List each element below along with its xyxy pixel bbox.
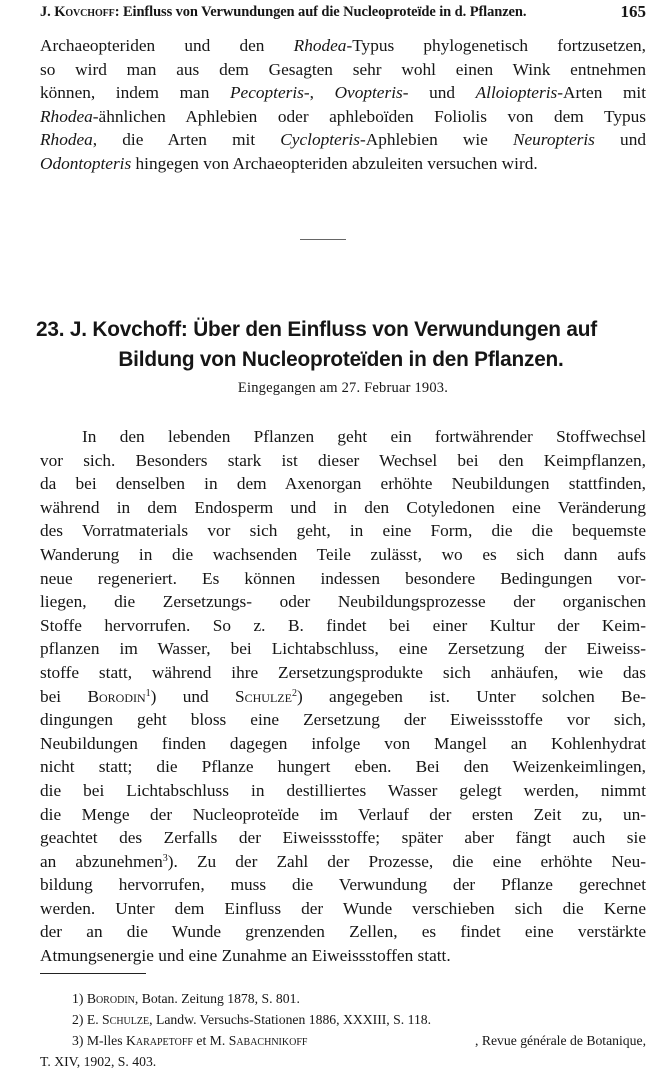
text-line: können, indem man Pecopteris-, Ovopteris- und Alloiopteris-Arten mit — [40, 83, 646, 103]
text-line: Odontopteris hingegen von Archaeopteriden abzuleiten versuchen wird. — [40, 153, 538, 173]
article-title: 23. J. Kovchoff: Über den Einfluss von Verwundungen auf — [36, 318, 597, 341]
text-line: da bei denselben in dem Axenorgan erhöhte Neubildungen stattfinden, — [40, 474, 646, 494]
text-line: Rhodea-ähnlichen Aphlebien oder aphleboïden Foliolis von dem Typus — [40, 106, 646, 126]
text-line: vor sich. Besonders stark ist dieser Wechsel bei den Keimpflanzen, — [40, 450, 646, 470]
text-line: an abzunehmen$^3$). Zu der Zahl der Prozesse, die eine erhöhte Neu- — [40, 851, 646, 871]
text-line: geachtet des Zerfalls der Eiweissstoffe; später aber fängt auch sie — [40, 828, 646, 848]
running-head-title: J. Kovchoff: Einfluss von Verwundungen auf die Nucleoproteïde in d. Pflanzen. — [40, 4, 527, 20]
text-line: stoffe statt, während ihre Zersetzungsprodukte sich anhäufen, wie das — [40, 662, 646, 682]
article-body — [40, 425, 646, 968]
text-line: die bei Lichtabschluss in destilliertes Wasser gelegt werden, nimmt — [40, 780, 646, 800]
text-line: dingungen geht bloss eine Zersetzung der Eiweissstoffe vor sich, — [40, 710, 646, 730]
text-line: liegen, die Zersetzungs- oder Neubildungsprozesse der organischen — [40, 592, 646, 612]
text-line: Atmungsenergie und eine Zunahme an Eiweissstoffen statt. — [40, 946, 451, 966]
text-line: bei Borodin$^1$) und Schulze$^2$) angegeben ist. Unter solchen Be- — [40, 686, 646, 706]
text-line: Rhodea, die Arten mit Cyclopteris-Aphlebien wie Neuropteris und — [40, 130, 646, 150]
text-line: Stoffe hervorrufen. So z. B. findet bei einer Kultur der Keim- — [40, 615, 646, 635]
text-line: so wird man aus dem Gesagten sehr wohl einen Wink entnehmen — [40, 59, 646, 79]
text-line: Neubildungen finden dagegen infolge von Mangel an Kohlenhydrat — [40, 733, 646, 753]
text-line: nicht statt; die Pflanze hungert eben. Bei den Weizenkeimlingen, — [40, 757, 646, 777]
footnote-ref: 3 — [162, 852, 168, 864]
text-line: neue regeneriert. Es können indessen besondere Bedingungen vor- — [40, 568, 646, 588]
text-line: pflanzen im Wasser, bei Lichtabschluss, eine Zersetzung der Eiweiss- — [40, 639, 646, 659]
text-line: des Vorratmaterials vor sich geht, in eine Form, die die bequemste — [40, 521, 646, 541]
author-citation: Schulze — [235, 686, 292, 706]
text-line: der an die Wunde grenzenden Zellen, es findet eine verstärkte — [40, 922, 646, 942]
footnote-rule — [40, 973, 146, 974]
footnote-1: 1) Borodin, Botan. Zeitung 1878, S. 801. — [72, 991, 300, 1006]
text-line: die Menge der Nucleoproteïde im Verlauf der ersten Zeit zu, un- — [40, 804, 646, 824]
text-line: In den lebenden Pflanzen geht ein fortwährender Stoffwechsel — [82, 427, 646, 446]
text-line: Archaeopteriden und den Rhodea-Typus phylogenetisch fortzusetzen, — [40, 36, 646, 55]
text-line: bildung hervorrufen, muss die Verwundung der Pflanze gerechnet — [40, 875, 646, 895]
page-number: 165 — [620, 2, 646, 21]
text-line: Wanderung in die wachsenden Teile zulässt, wo es sich dann aufs — [40, 544, 646, 564]
text-line: während in dem Endosperm und in den Cotyledonen eine Veränderung — [40, 497, 646, 517]
footnote-ref: 2 — [291, 687, 297, 699]
received-date: Eingegangen am 27. Februar 1903. — [237, 380, 449, 396]
section-divider — [300, 239, 346, 240]
footnote-3: 3) M-lles Karapetoff et M. Sabachnikoff , Revue générale de Botanique, T. XIV, 1902, S. 403. — [40, 1033, 646, 1069]
article-title-continued: Bildung von Nucleoproteïden in den Pflanzen. — [118, 348, 564, 371]
text-line: werden. Unter dem Einfluss der Wunde verschieben sich die Kerne — [40, 898, 646, 918]
footnote-2: 2) E. Schulze, Landw. Versuchs-Stationen 1886, XXXIII, S. 118. — [72, 1012, 432, 1027]
running-head — [40, 2, 646, 24]
previous-article-paragraph — [40, 34, 646, 176]
footnote-ref: 1 — [145, 687, 151, 699]
author-citation: Borodin — [87, 686, 146, 706]
